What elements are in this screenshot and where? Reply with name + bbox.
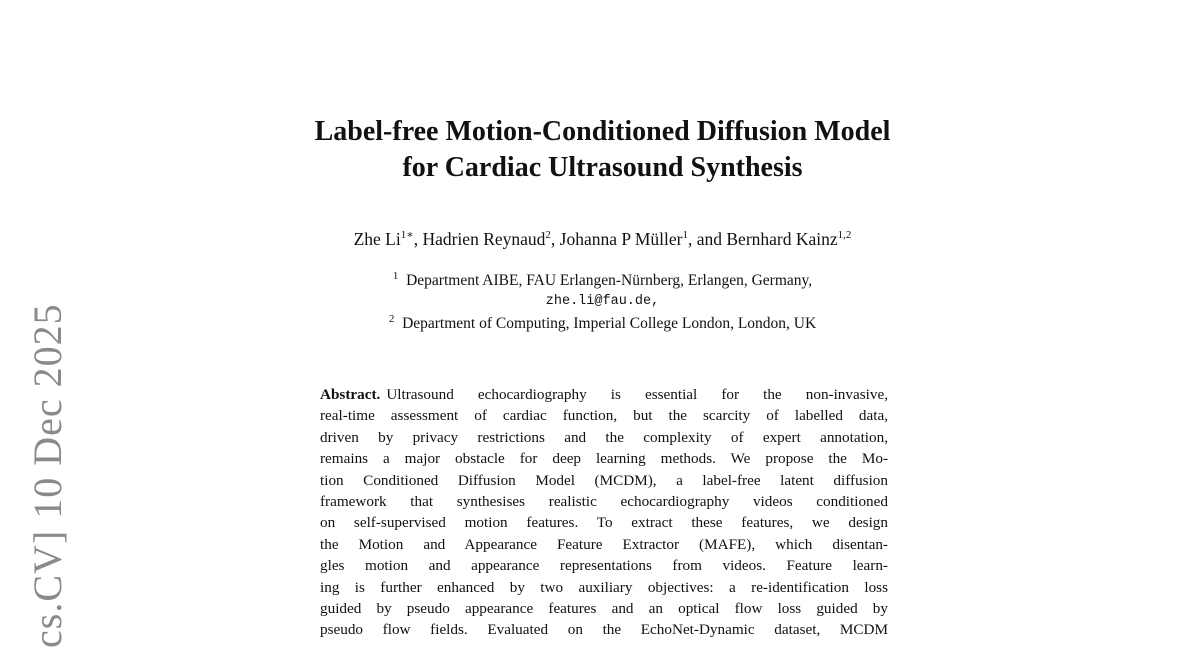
abstract (320, 384, 888, 641)
abstract-line: tion Conditioned Diffusion Model (MCDM), a label-free latent diffusion (320, 471, 888, 489)
abstract-line: ing is further enhanced by two auxiliary objectives: a re-identification loss (320, 578, 888, 596)
author-affiliation-mark: 1∗ (400, 229, 414, 242)
abstract-line: the Motion and Appearance Feature Extractor (MAFE), which disentan- (320, 535, 888, 553)
author-list (250, 227, 955, 251)
abstract-line-text: Ultrasound echocardiography is essential for the non-invasive, (386, 386, 888, 403)
abstract-line: framework that synthesises realistic echocardiography videos conditioned (320, 492, 888, 510)
author-separator: , (413, 229, 423, 249)
author-name: Hadrien Reynaud (422, 229, 546, 249)
abstract-label: Abstract. (320, 386, 381, 403)
abstract-line: real-time assessment of cardiac function, but the scarcity of labelled data, (320, 407, 888, 425)
affiliation-2-mark: 2 (388, 312, 395, 325)
paper-page (250, 0, 955, 648)
abstract-line: driven by privacy restrictions and the complexity of expert annotation, (320, 428, 888, 446)
abstract-line: guided by pseudo appearance features and an optical flow loss guided by (320, 599, 888, 617)
author-email[interactable]: zhe.li@fau.de, (545, 294, 660, 309)
abstract-line (320, 384, 888, 405)
affiliation-1-mark: 1 (392, 269, 399, 282)
abstract-line: pseudo flow fields. Evaluated on the EchoNet-Dynamic dataset, MCDM (320, 621, 888, 639)
affiliation-1-text: Department AIBE, FAU Erlangen-Nürnberg, Erlangen, Germany, (406, 272, 813, 289)
author-name: Zhe Li (353, 229, 401, 249)
author-affiliation-mark: 1 (682, 229, 688, 242)
author-name: Johanna P Müller (559, 229, 683, 249)
author-separator: , (550, 229, 560, 249)
abstract-line: gles motion and appearance representations from videos. Feature learn- (320, 557, 888, 575)
author-separator: , and (687, 229, 727, 249)
abstract-line: on self-supervised motion features. To extract these features, we design (320, 514, 888, 532)
author-affiliation-mark: 1,2 (837, 229, 852, 242)
affiliation-2 (250, 313, 955, 334)
title-line-1: Label-free Motion-Conditioned Diffusion Model (314, 116, 891, 147)
author-name: Bernhard Kainz (726, 229, 838, 249)
arxiv-side-identifier: cs.CV] 10 Dec 2025 (25, 303, 70, 648)
affiliation-2-text: Department of Computing, Imperial College London, London, UK (402, 315, 817, 332)
affiliation-1 (250, 270, 955, 291)
paper-title (250, 114, 955, 186)
author-affiliation-mark: 2 (545, 229, 551, 242)
title-line-2: for Cardiac Ultrasound Synthesis (402, 152, 803, 183)
abstract-line: remains a major obstacle for deep learning methods. We propose the Mo- (320, 450, 888, 468)
